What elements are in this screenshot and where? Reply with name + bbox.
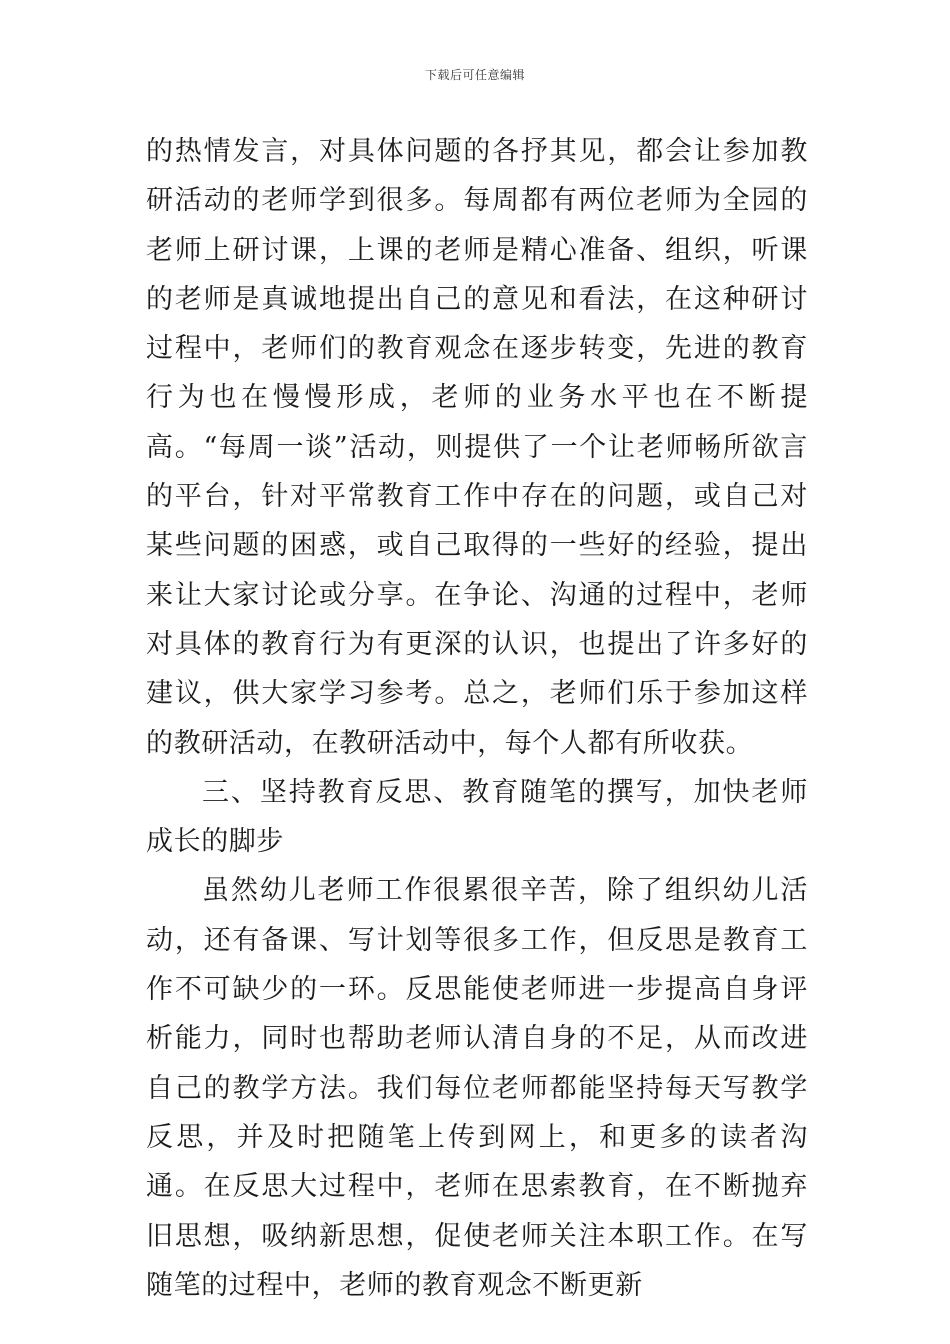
page-header: 下载后可任意编辑 <box>424 68 525 82</box>
paragraph-continuation: 的热情发言，对具体问题的各抒其见，都会让参加教研活动的老师学到很多。每周都有两位老师为全园的老师上研讨课，上课的老师是精心准备、组织，听课的老师是真诚地提出自己的意见和看法，在这种研讨过程中，老师们的教育观念在逐步转变，先进的教育行为也在慢慢形成，老师的业务水平也在不断提高。“每周一谈”活动，则提供了一个让老师畅所欲言的平台，针对平常教育工作中存在的问题，或自己对某些问题的困惑，或自己取得的一些好的经验，提出来让大家讨论或分享。在争论、沟通的过程中，老师对具体的教育行为有更深的认识，也提出了许多好的建议，供大家学习参考。总之，老师们乐于参加这样的教研活动，在教研活动中，每个人都有所收获。 <box>146 136 808 759</box>
paragraph-reflection: 虽然幼儿老师工作很累很辛苦，除了组织幼儿活动，还有备课、写计划等很多工作，但反思是教育工作不可缺少的一环。反思能使老师进一步提高自身评析能力，同时也帮助老师认清自身的不足，从而改进自己的教学方法。我们每位老师都能坚持每天写教学反思，并及时把随笔上传到网上，和更多的读者沟通。在反思大过程中，老师在思索教育，在不断抛弃旧思想，吸纳新思想，促使老师关注本职工作。在写随笔的过程中，老师的教育观念不断更新 <box>146 875 808 1301</box>
document-body <box>146 127 808 1310</box>
section-heading: 三、坚持教育反思、教育随笔的撰写，加快老师成长的脚步 <box>146 776 808 858</box>
